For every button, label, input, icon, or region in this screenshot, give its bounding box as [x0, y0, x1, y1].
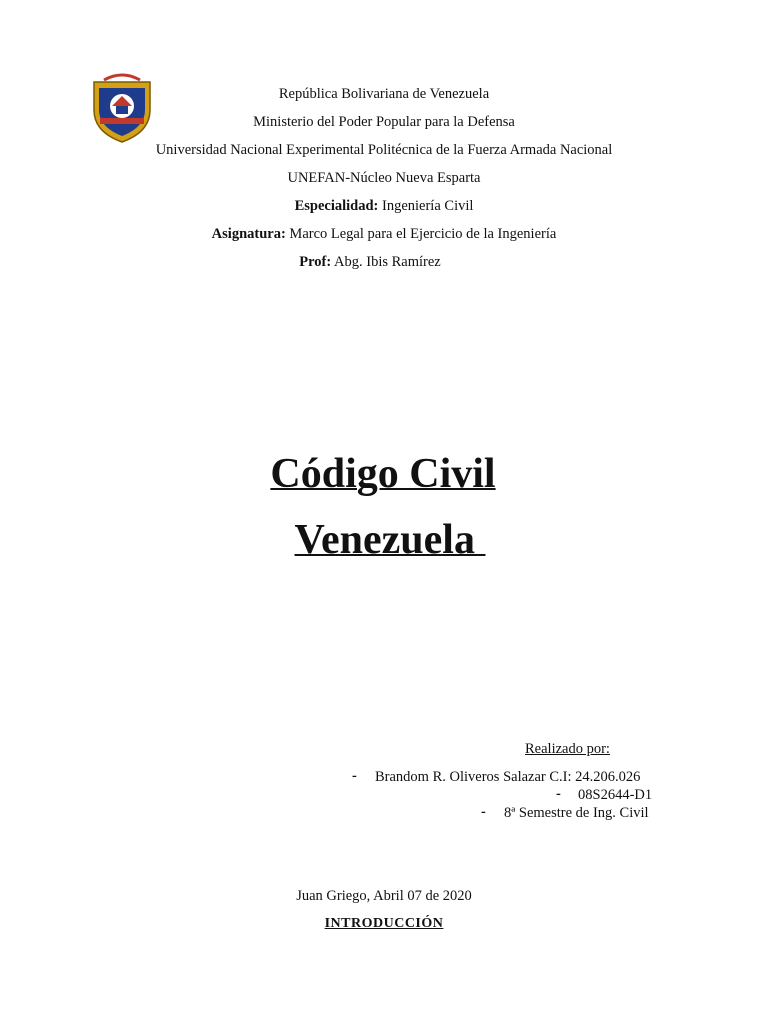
- author-heading: Realizado por:: [525, 741, 610, 757]
- asignatura-value: Marco Legal para el Ejercicio de la Ingeniería: [285, 226, 557, 242]
- header-university: Universidad Nacional Experimental Politécnica de la Fuerza Armada Nacional: [155, 142, 613, 158]
- header-ministry: Ministerio del Poder Popular para la Defensa: [253, 114, 515, 130]
- header-asignatura: [0, 226, 768, 243]
- author-bullet-1: -: [352, 768, 357, 784]
- especialidad-label: Especialidad:: [294, 198, 379, 214]
- header-republic: República Bolivariana de Venezuela: [278, 86, 490, 102]
- header-campus: UNEFAN-Núcleo Nueva Esparta: [287, 170, 481, 186]
- header-especialidad: [0, 198, 768, 215]
- author-code: 08S2644-D1: [578, 787, 653, 803]
- document-title-line2: Venezuela: [294, 517, 486, 563]
- university-seal-icon: [86, 72, 158, 144]
- author-bullet-3: -: [481, 804, 486, 820]
- document-title-line1: Código Civil: [270, 451, 496, 497]
- header-prof: [0, 254, 754, 271]
- asignatura-label: Asignatura:: [211, 226, 286, 242]
- author-bullet-2: -: [556, 786, 561, 802]
- especialidad-value: Ingeniería Civil: [378, 198, 474, 214]
- author-name: Brandom R. Oliveros Salazar C.I: 24.206.026: [375, 769, 641, 785]
- prof-label: Prof:: [299, 254, 332, 270]
- author-semester: 8ª Semestre de Ing. Civil: [504, 805, 649, 821]
- place-date: Juan Griego, Abril 07 de 2020: [296, 888, 472, 904]
- prof-value: Abg. Ibis Ramírez: [331, 254, 441, 270]
- section-heading: INTRODUCCIÓN: [324, 916, 444, 931]
